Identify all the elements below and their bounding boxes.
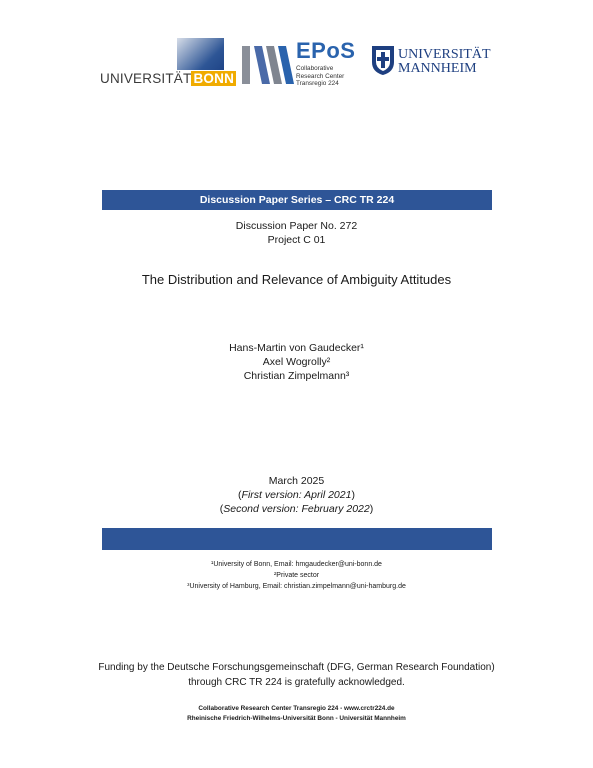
epos-name: EPoS bbox=[296, 38, 356, 63]
university-mannheim-logo bbox=[370, 44, 490, 84]
epos-sub-line: Collaborative bbox=[296, 65, 334, 72]
second-version: (Second version: February 2022) bbox=[219, 503, 374, 515]
footer-line-1: Collaborative Research Center Transregio 224 - www.crctr224.de bbox=[198, 705, 395, 712]
epos-logo bbox=[240, 40, 360, 92]
author-2: Axel Wogrolly² bbox=[262, 356, 331, 368]
separator-banner bbox=[102, 528, 492, 550]
paper-number: Discussion Paper No. 272 bbox=[235, 220, 358, 232]
university-bonn-logo bbox=[100, 38, 235, 88]
footer-line-2: Rheinische Friedrich-Wilhelms-Universität Bonn - Universität Mannheim bbox=[187, 715, 406, 722]
first-version-label: First version: April 2021 bbox=[241, 489, 352, 501]
series-title: Discussion Paper Series – CRC TR 224 bbox=[199, 194, 395, 206]
funding-line-1: Funding by the Deutsche Forschungsgemeinschaft (DFG, German Research Foundation) bbox=[98, 662, 495, 673]
series-banner bbox=[102, 190, 492, 210]
second-version-label: Second version: February 2022 bbox=[223, 503, 370, 515]
bonn-logo-word: UNIVERSITÄT bbox=[100, 71, 192, 86]
affiliation-3: ³University of Hamburg, Email: christian.zimpelmann@uni-hamburg.de bbox=[187, 583, 406, 590]
author-3: Christian Zimpelmann³ bbox=[243, 370, 350, 382]
mannheim-crest-icon bbox=[370, 44, 396, 76]
bonn-logo-accent: BONN bbox=[193, 71, 235, 86]
first-version: (First version: April 2021) bbox=[238, 489, 355, 501]
author-1: Hans-Martin von Gaudecker¹ bbox=[229, 342, 364, 354]
funding-line-2: through CRC TR 224 is gratefully acknowledged. bbox=[188, 677, 405, 688]
epos-mark-icon bbox=[240, 42, 294, 88]
mannheim-logo-line2: MANNHEIM bbox=[398, 61, 477, 76]
epos-subtitle bbox=[296, 65, 344, 88]
paper-date: March 2025 bbox=[268, 475, 325, 487]
bonn-logo-graphic bbox=[177, 38, 224, 70]
project-code: Project C 01 bbox=[267, 234, 326, 246]
paper-title: The Distribution and Relevance of Ambiguity Attitudes bbox=[141, 272, 452, 287]
affiliation-1: ¹University of Bonn, Email: hmgaudecker@uni-bonn.de bbox=[211, 561, 382, 568]
affiliation-2: ²Private sector bbox=[273, 572, 320, 579]
epos-sub-line: Transregio 224 bbox=[296, 80, 339, 88]
bonn-logo-text bbox=[100, 71, 236, 87]
mannheim-logo-line1: UNIVERSITÄT bbox=[398, 47, 491, 62]
epos-sub-line: Research Center bbox=[296, 72, 345, 80]
